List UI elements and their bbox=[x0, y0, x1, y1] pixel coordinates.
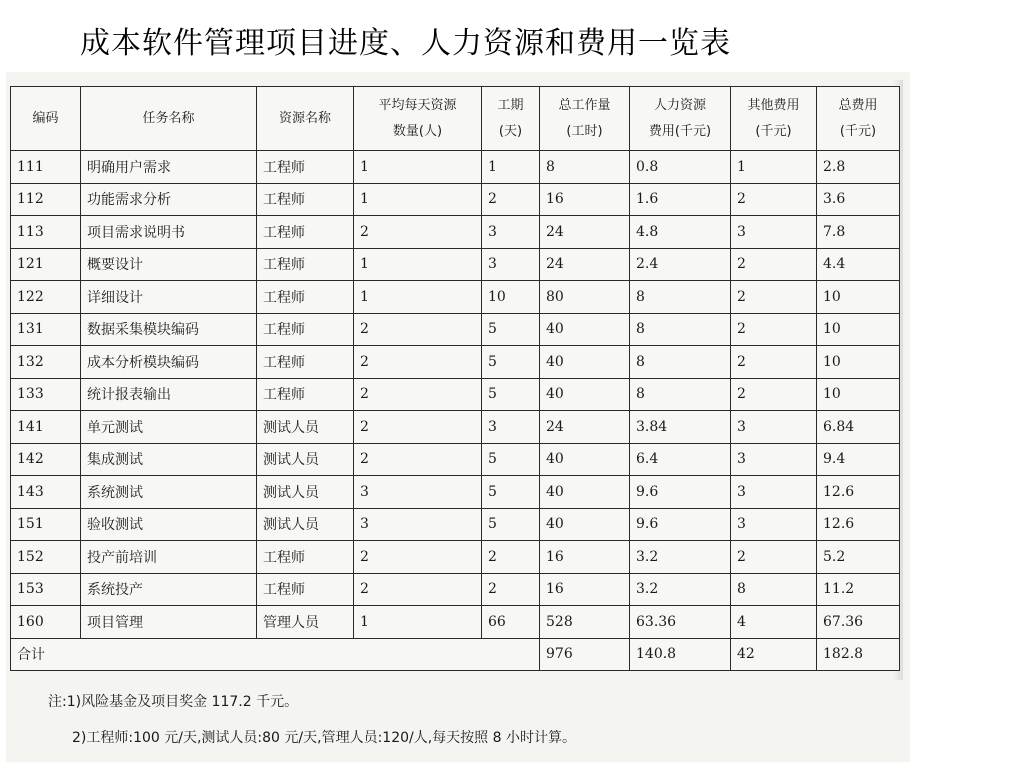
table-cell: 1 bbox=[482, 151, 540, 184]
table-cell: 工程师 bbox=[257, 573, 354, 606]
table-cell: 160 bbox=[11, 606, 81, 639]
table-cell: 统计报表输出 bbox=[81, 378, 257, 411]
table-cell: 5 bbox=[482, 313, 540, 346]
table-row bbox=[11, 443, 900, 476]
column-header bbox=[354, 87, 482, 151]
table-cell: 2.4 bbox=[630, 248, 731, 281]
table-cell: 9.6 bbox=[630, 508, 731, 541]
table-cell: 1 bbox=[354, 151, 482, 184]
table-cell: 项目需求说明书 bbox=[81, 216, 257, 249]
table-cell: 成本分析模块编码 bbox=[81, 346, 257, 379]
total-work-hours: 976 bbox=[540, 638, 630, 670]
table-cell: 2 bbox=[354, 346, 482, 379]
table-cell: 3 bbox=[482, 216, 540, 249]
table-cell: 67.36 bbox=[817, 606, 900, 639]
table-cell: 集成测试 bbox=[81, 443, 257, 476]
table-cell: 3 bbox=[354, 476, 482, 509]
table-cell: 2 bbox=[354, 411, 482, 444]
column-header-line: (千元) bbox=[839, 123, 877, 139]
table-cell: 5 bbox=[482, 508, 540, 541]
table-cell: 数据采集模块编码 bbox=[81, 313, 257, 346]
table-cell: 工程师 bbox=[257, 151, 354, 184]
table-cell: 8 bbox=[630, 346, 731, 379]
table-cell: 8 bbox=[540, 151, 630, 184]
table-cell: 10 bbox=[817, 378, 900, 411]
table-cell: 8 bbox=[630, 313, 731, 346]
table-cell: 1 bbox=[354, 281, 482, 314]
column-header-line: 平均每天资源 bbox=[378, 97, 457, 113]
table-cell: 528 bbox=[540, 606, 630, 639]
table-cell: 24 bbox=[540, 248, 630, 281]
table-cell: 113 bbox=[11, 216, 81, 249]
column-header-line: 费用(千元) bbox=[648, 123, 712, 139]
column-header-line: 总工作量 bbox=[558, 97, 611, 113]
table-cell: 1.6 bbox=[630, 183, 731, 216]
table-row bbox=[11, 476, 900, 509]
table-cell: 3 bbox=[731, 508, 817, 541]
table-cell: 122 bbox=[11, 281, 81, 314]
table-cell: 10 bbox=[817, 281, 900, 314]
table-cell: 工程师 bbox=[257, 313, 354, 346]
table-cell: 工程师 bbox=[257, 248, 354, 281]
column-header bbox=[540, 87, 630, 151]
table-row bbox=[11, 216, 900, 249]
table-cell: 16 bbox=[540, 183, 630, 216]
table-cell: 11.2 bbox=[817, 573, 900, 606]
table-cell: 153 bbox=[11, 573, 81, 606]
table-cell: 6.4 bbox=[630, 443, 731, 476]
table-cell: 133 bbox=[11, 378, 81, 411]
table-cell: 12.6 bbox=[817, 508, 900, 541]
table-cell: 2 bbox=[482, 541, 540, 574]
table-cell: 2 bbox=[731, 183, 817, 216]
table-cell: 3.6 bbox=[817, 183, 900, 216]
table-cell: 5 bbox=[482, 378, 540, 411]
table-cell: 5.2 bbox=[817, 541, 900, 574]
table-cell: 121 bbox=[11, 248, 81, 281]
table-cell: 151 bbox=[11, 508, 81, 541]
table-cell: 2 bbox=[354, 216, 482, 249]
table-row bbox=[11, 281, 900, 314]
table-cell: 131 bbox=[11, 313, 81, 346]
page-title: 成本软件管理项目进度、人力资源和费用一览表 bbox=[80, 26, 731, 61]
total-cost: 182.8 bbox=[817, 638, 900, 670]
table-cell: 3.2 bbox=[630, 541, 731, 574]
column-header bbox=[482, 87, 540, 151]
table-cell: 16 bbox=[540, 541, 630, 574]
table-cell: 2 bbox=[731, 541, 817, 574]
total-label: 合计 bbox=[11, 638, 540, 670]
table-cell: 功能需求分析 bbox=[81, 183, 257, 216]
total-other-cost: 42 bbox=[731, 638, 817, 670]
table-cell: 系统投产 bbox=[81, 573, 257, 606]
table-cell: 16 bbox=[540, 573, 630, 606]
table-cell: 1 bbox=[354, 248, 482, 281]
table-cell: 4 bbox=[731, 606, 817, 639]
table-cell: 2 bbox=[354, 443, 482, 476]
cost-table bbox=[10, 86, 900, 671]
table-cell: 141 bbox=[11, 411, 81, 444]
table-cell: 6.84 bbox=[817, 411, 900, 444]
table-cell: 测试人员 bbox=[257, 508, 354, 541]
table-row bbox=[11, 541, 900, 574]
column-header-line: 编码 bbox=[32, 110, 59, 126]
table-cell: 3 bbox=[731, 476, 817, 509]
column-header bbox=[81, 87, 257, 151]
column-header bbox=[630, 87, 731, 151]
footnote-1: 注:1)风险基金及项目奖金 117.2 千元。 bbox=[48, 694, 299, 710]
table-cell: 单元测试 bbox=[81, 411, 257, 444]
table-row bbox=[11, 313, 900, 346]
table-cell: 系统测试 bbox=[81, 476, 257, 509]
table-body bbox=[11, 151, 900, 671]
table-cell: 概要设计 bbox=[81, 248, 257, 281]
table-cell: 工程师 bbox=[257, 281, 354, 314]
table-cell: 7.8 bbox=[817, 216, 900, 249]
table-cell: 12.6 bbox=[817, 476, 900, 509]
table-cell: 3.2 bbox=[630, 573, 731, 606]
table-row bbox=[11, 573, 900, 606]
table-cell: 3 bbox=[731, 443, 817, 476]
table-cell: 0.8 bbox=[630, 151, 731, 184]
table-cell: 5 bbox=[482, 346, 540, 379]
table-cell: 测试人员 bbox=[257, 476, 354, 509]
column-header-line: 资源名称 bbox=[278, 110, 331, 126]
table-cell: 4.8 bbox=[630, 216, 731, 249]
table-cell: 5 bbox=[482, 443, 540, 476]
column-header-line: 数量(人) bbox=[392, 123, 443, 139]
table-cell: 1 bbox=[354, 183, 482, 216]
table-cell: 2 bbox=[354, 378, 482, 411]
column-header-line: 任务名称 bbox=[142, 110, 195, 126]
table-cell: 9.4 bbox=[817, 443, 900, 476]
table-cell: 2 bbox=[731, 346, 817, 379]
table-row bbox=[11, 606, 900, 639]
table-cell: 8 bbox=[630, 281, 731, 314]
table-cell: 142 bbox=[11, 443, 81, 476]
table-cell: 工程师 bbox=[257, 346, 354, 379]
table-cell: 2 bbox=[731, 248, 817, 281]
table-cell: 80 bbox=[540, 281, 630, 314]
table-cell: 4.4 bbox=[817, 248, 900, 281]
table-cell: 112 bbox=[11, 183, 81, 216]
column-header-line: 总费用 bbox=[838, 97, 878, 113]
column-header bbox=[257, 87, 354, 151]
table-cell: 40 bbox=[540, 443, 630, 476]
column-header-line: 人力资源 bbox=[653, 97, 706, 113]
table-cell: 2 bbox=[354, 573, 482, 606]
table-cell: 1 bbox=[731, 151, 817, 184]
table-cell: 3.84 bbox=[630, 411, 731, 444]
table-cell: 2.8 bbox=[817, 151, 900, 184]
table-cell: 3 bbox=[482, 411, 540, 444]
column-header bbox=[817, 87, 900, 151]
table-cell: 66 bbox=[482, 606, 540, 639]
table-row bbox=[11, 378, 900, 411]
table-cell: 投产前培训 bbox=[81, 541, 257, 574]
table-cell: 3 bbox=[482, 248, 540, 281]
table-cell: 24 bbox=[540, 411, 630, 444]
table-row bbox=[11, 346, 900, 379]
column-header-line: (工时) bbox=[566, 123, 603, 139]
table-cell: 验收测试 bbox=[81, 508, 257, 541]
total-row bbox=[11, 638, 900, 670]
table-cell: 40 bbox=[540, 346, 630, 379]
footnote-2: 2)工程师:100 元/天,测试人员:80 元/天,管理人员:120/人,每天按照 8 小时计算。 bbox=[72, 730, 576, 746]
table-header-row bbox=[11, 87, 900, 151]
table-cell: 40 bbox=[540, 313, 630, 346]
table-cell: 3 bbox=[731, 216, 817, 249]
table-cell: 明确用户需求 bbox=[81, 151, 257, 184]
table-row bbox=[11, 411, 900, 444]
table-cell: 9.6 bbox=[630, 476, 731, 509]
column-header bbox=[11, 87, 81, 151]
table-cell: 24 bbox=[540, 216, 630, 249]
table-cell: 63.36 bbox=[630, 606, 731, 639]
table-cell: 工程师 bbox=[257, 183, 354, 216]
table-cell: 5 bbox=[482, 476, 540, 509]
table-cell: 8 bbox=[731, 573, 817, 606]
column-header bbox=[731, 87, 817, 151]
total-hr-cost: 140.8 bbox=[630, 638, 731, 670]
table-cell: 10 bbox=[817, 313, 900, 346]
table-cell: 40 bbox=[540, 508, 630, 541]
table-cell: 测试人员 bbox=[257, 443, 354, 476]
table-cell: 40 bbox=[540, 378, 630, 411]
footnotes bbox=[48, 684, 576, 756]
table-row bbox=[11, 508, 900, 541]
table-cell: 管理人员 bbox=[257, 606, 354, 639]
column-header-line: (天) bbox=[498, 123, 523, 139]
table-cell: 2 bbox=[354, 541, 482, 574]
column-header-line: (千元) bbox=[755, 123, 792, 139]
table-cell: 111 bbox=[11, 151, 81, 184]
table-row bbox=[11, 248, 900, 281]
table-cell: 3 bbox=[731, 411, 817, 444]
table-cell: 40 bbox=[540, 476, 630, 509]
table-cell: 8 bbox=[630, 378, 731, 411]
table-cell: 2 bbox=[731, 281, 817, 314]
table-cell: 10 bbox=[817, 346, 900, 379]
table-cell: 143 bbox=[11, 476, 81, 509]
table-cell: 测试人员 bbox=[257, 411, 354, 444]
table-cell: 工程师 bbox=[257, 378, 354, 411]
column-header-line: 其他费用 bbox=[747, 97, 800, 113]
table-cell: 项目管理 bbox=[81, 606, 257, 639]
table-row bbox=[11, 151, 900, 184]
table-cell: 详细设计 bbox=[81, 281, 257, 314]
table-cell: 132 bbox=[11, 346, 81, 379]
table-cell: 3 bbox=[354, 508, 482, 541]
table-cell: 10 bbox=[482, 281, 540, 314]
table-cell: 2 bbox=[731, 313, 817, 346]
table-cell: 2 bbox=[731, 378, 817, 411]
column-header-line: 工期 bbox=[497, 97, 524, 113]
table-cell: 2 bbox=[482, 573, 540, 606]
table-cell: 2 bbox=[354, 313, 482, 346]
table-cell: 工程师 bbox=[257, 541, 354, 574]
table-row bbox=[11, 183, 900, 216]
table-cell: 2 bbox=[482, 183, 540, 216]
table-cell: 152 bbox=[11, 541, 81, 574]
table-cell: 工程师 bbox=[257, 216, 354, 249]
table-cell: 1 bbox=[354, 606, 482, 639]
